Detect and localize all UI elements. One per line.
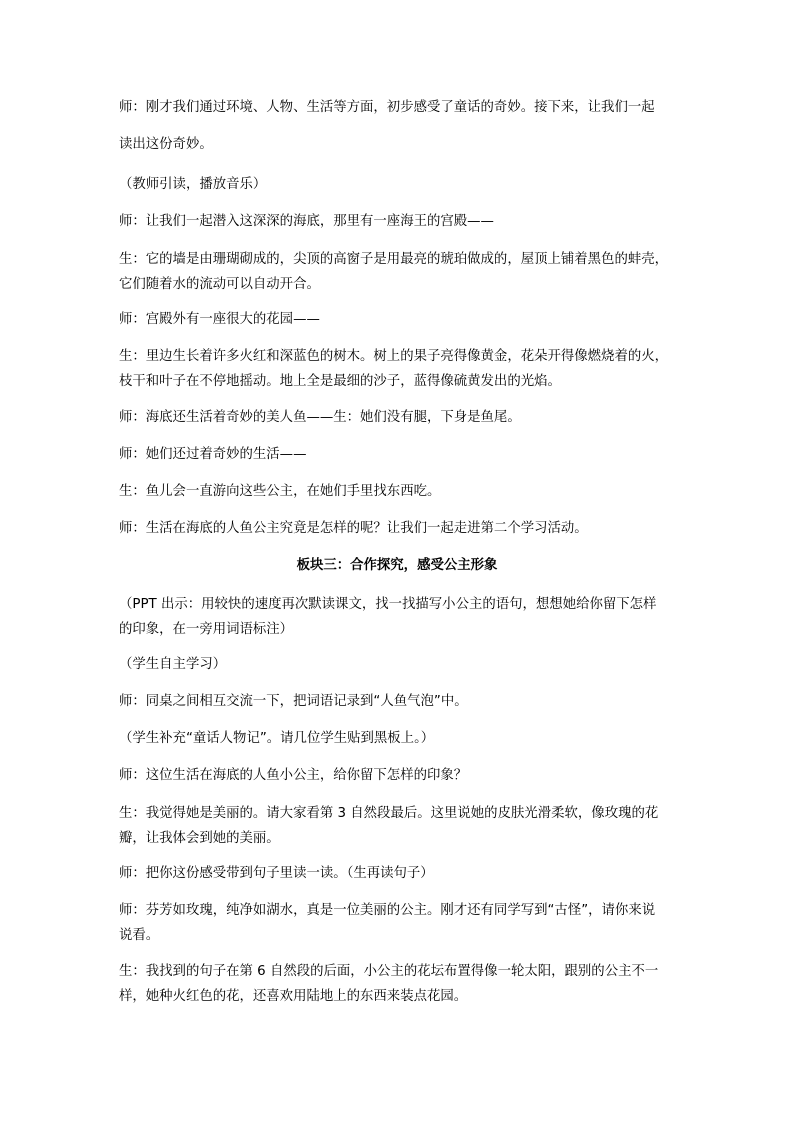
paragraph-p10: [119, 516, 675, 541]
paragraph-p4: [119, 247, 675, 297]
text-line: 说看。: [119, 928, 160, 943]
paragraph-p14: [119, 726, 675, 751]
text-line: 的印象，在一旁用词语标注）: [119, 622, 294, 637]
paragraph-p1: [119, 95, 675, 157]
paragraph-p7: [119, 405, 675, 430]
text-line: （PPT 出示：用较快的速度再次默读课文，找一找描写小公主的语句，想想她给你留下怎样: [119, 597, 657, 612]
text-line: 师：同桌之间相互交流一下，把词语记录到“人鱼气泡”中。: [119, 694, 468, 709]
paragraph-p13: [119, 689, 675, 714]
text-line: （学生补充“童话人物记”。请几位学生贴到黑板上。）: [119, 731, 435, 746]
paragraph-p19: [119, 959, 675, 1009]
text-line: 生：它的墙是由珊瑚砌成的，尖顶的高窗子是用最亮的琥珀做成的，屋顶上铺着黑色的蚌壳，: [119, 252, 669, 267]
text-line: 师：她们还过着奇妙的生活——: [119, 447, 307, 462]
paragraph-p2: [119, 172, 675, 197]
paragraph-p3: [119, 209, 675, 234]
text-line: 生：里边生长着许多火红和深蓝色的树木。树上的果子亮得像黄金，花朵开得像燃烧着的火，: [119, 349, 669, 364]
paragraph-p5: [119, 307, 675, 332]
text-line: 师：把你这份感受带到句子里读一读。（生再读句子）: [119, 866, 434, 881]
text-line: 生：鱼儿会一直游向这些公主，在她们手里找东西吃。: [119, 484, 441, 499]
section-heading: 板块三：合作探究，感受公主形象: [296, 558, 498, 573]
paragraph-p12: [119, 652, 675, 677]
text-line: 师：芬芳如玫瑰，纯净如湖水，真是一位美丽的公主。刚才还有同学写到“古怪”，请你来说: [119, 903, 656, 918]
text-line: 样，她种火红色的花，还喜欢用陆地上的东西来装点花园。: [119, 989, 468, 1004]
text-line: 师：这位生活在海底的人鱼小公主，给你留下怎样的印象？: [119, 768, 468, 783]
paragraph-p6: [119, 344, 675, 394]
text-line: 师：海底还生活着奇妙的美人鱼——生：她们没有腿，下身是鱼尾。: [119, 410, 521, 425]
text-line: 它们随着水的流动可以自动开合。: [119, 277, 320, 292]
text-line: 师：生活在海底的人鱼公主究竟是怎样的呢？让我们一起走进第二个学习活动。: [119, 521, 588, 536]
document-page: [119, 0, 675, 1123]
text-line: 师：宫殿外有一座很大的花园——: [119, 312, 320, 327]
paragraph-p11: [119, 592, 675, 642]
text-line: 读出这份奇妙。: [119, 137, 213, 152]
text-line: （学生自主学习）: [119, 657, 227, 672]
text-line: 生：我找到的句子在第 6 自然段的后面，小公主的花坛布置得像一轮太阳，跟别的公主不一: [119, 964, 659, 979]
text-line: 瓣，让我体会到她的美丽。: [119, 831, 280, 846]
text-line: 师：刚才我们通过环境、人物、生活等方面，初步感受了童话的奇妙。接下来，让我们一起: [119, 100, 655, 115]
text-line: 师：让我们一起潜入这深深的海底，那里有一座海王的宫殿——: [119, 214, 494, 229]
text-line: （教师引读，播放音乐）: [119, 177, 267, 192]
paragraph-p17: [119, 861, 675, 886]
text-line: 枝干和叶子在不停地摇动。地上全是最细的沙子，蓝得像硫黄发出的光焰。: [119, 374, 561, 389]
paragraph-p9: [119, 479, 675, 504]
paragraph-p18: [119, 898, 675, 948]
text-line: 生：我觉得她是美丽的。请大家看第 3 自然段最后。这里说她的皮肤光滑柔软，像玫瑰的花: [119, 806, 659, 821]
paragraph-p8: [119, 442, 675, 467]
paragraph-p16: [119, 801, 675, 851]
paragraph-p15: [119, 763, 675, 788]
